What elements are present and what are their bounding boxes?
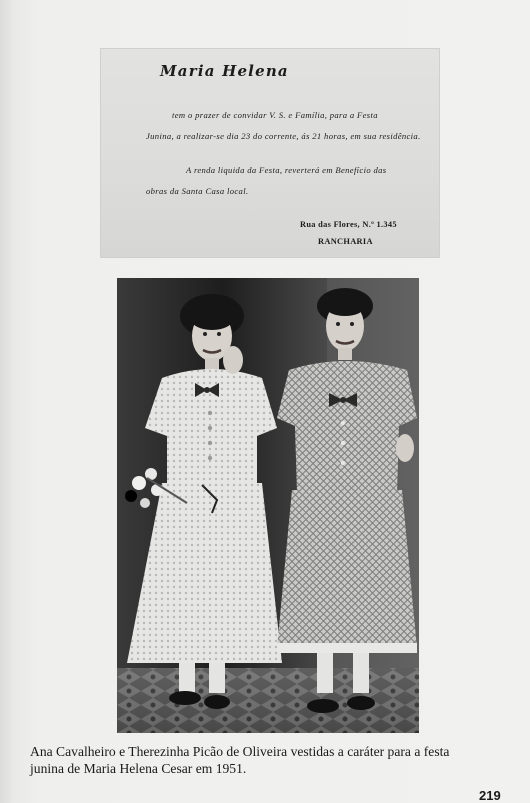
invitation-host-name: Maria Helena [160, 62, 289, 80]
photo-caption [30, 743, 510, 777]
page-number: 219 [479, 788, 501, 803]
invitation-address-city: RANCHARIA [318, 237, 373, 246]
invitation-address-street: Rua das Flores, N.º 1.345 [300, 220, 397, 229]
invitation-card [100, 48, 440, 258]
invitation-text-line-3: A renda liquida da Festa, reverterá em Benefício das [186, 165, 387, 175]
invitation-text-line-1: tem o prazer de convidar V. S. e Família, para a Festa [172, 110, 378, 120]
historical-photograph [117, 278, 419, 733]
invitation-text-line-2: Junina, a realizar-se dia 23 do corrente, ás 21 horas, em sua residência. [146, 131, 421, 141]
caption-line-1: Ana Cavalheiro e Therezinha Picão de Oliveira vestidas a caráter para a festa [30, 744, 450, 759]
caption-line-2: junina de Maria Helena Cesar em 1951. [30, 761, 247, 776]
invitation-text-line-4: obras da Santa Casa local. [146, 186, 249, 196]
